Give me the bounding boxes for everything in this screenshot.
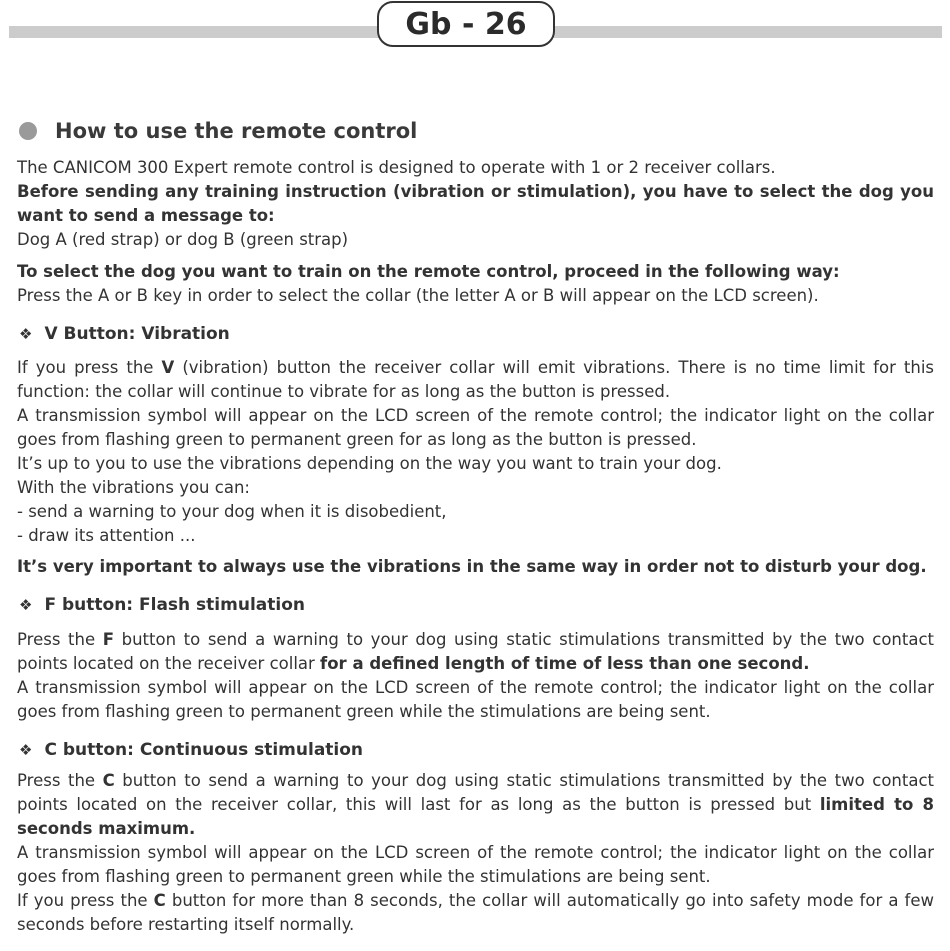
- v-button-p4: With the vibrations you can:: [17, 478, 250, 497]
- select-heading: To select the dog you want to train on the remote control, proceed in the following way:: [17, 262, 840, 281]
- four-diamond-bullet-icon: ❖: [19, 325, 33, 343]
- four-diamond-bullet-icon: ❖: [19, 596, 33, 614]
- v-button-p3: It’s up to you to use the vibrations depending on the way you want to train your dog.: [17, 454, 722, 473]
- page-number-badge: Gb - 26: [377, 1, 555, 47]
- v-button-heading: [19, 324, 230, 344]
- text-run: Press the: [17, 771, 103, 790]
- text-run: Press the: [17, 630, 103, 649]
- intro-bold: Before sending any training instruction (vibration or stimulation), you have to select the dog you want to send a message to:: [17, 182, 934, 225]
- c-button-p2: A transmission symbol will appear on the LCD screen of the remote control; the indicator light on the collar goes from flashing green to permanent green while the stimulations are being sent.: [17, 843, 934, 886]
- section-title-text: How to use the remote control: [55, 119, 418, 143]
- key-label: V: [161, 358, 175, 377]
- f-button-heading: [19, 595, 305, 615]
- v-button-p1: [17, 356, 934, 404]
- text-run: button to send a warning to your dog using static stimulations transmitted by the two contact points located on the receiver collar: [17, 630, 935, 673]
- f-button-p2: A transmission symbol will appear on the LCD screen of the remote control; the indicator light on the collar goes from flashing green to permanent green while the stimulations are being sent.: [17, 678, 934, 721]
- c-button-p1: [17, 769, 934, 841]
- intro-line: The CANICOM 300 Expert remote control is designed to operate with 1 or 2 receiver collars.: [17, 158, 776, 177]
- text-run: button to send a warning to your dog using static stimulations transmitted by the two contact points located on the receiver collar, this will last for as long as the button is pressed but: [17, 771, 935, 814]
- bold-run: limited to 8 seconds maximum.: [17, 795, 934, 838]
- v-button-p6: - draw its attention ...: [17, 526, 196, 545]
- v-button-heading-text: V Button: Vibration: [44, 324, 230, 344]
- text-run: If you press the: [17, 358, 162, 377]
- four-diamond-bullet-icon: ❖: [19, 741, 33, 759]
- c-button-p3: [17, 889, 934, 937]
- section-title: [17, 119, 417, 143]
- v-button-p5: - send a warning to your dog when it is disobedient,: [17, 502, 447, 521]
- key-label: C: [102, 771, 115, 790]
- key-label: C: [153, 891, 166, 910]
- intro-dogs: Dog A (red strap) or dog B (green strap): [17, 230, 349, 249]
- v-button-important: It’s very important to always use the vibrations in the same way in order not to disturb your dog.: [17, 557, 927, 576]
- c-button-heading-text: C button: Continuous stimulation: [44, 740, 364, 760]
- f-button-p1: [17, 628, 934, 676]
- text-run: (vibration) button the receiver collar will emit vibrations. There is no time limit for this function: the collar will continue to vibrate for as long as the button is pressed.: [17, 358, 935, 401]
- c-button-heading: [19, 740, 363, 760]
- v-button-p2: A transmission symbol will appear on the LCD screen of the remote control; the indicator light on the collar goes from flashing green to permanent green for as long as the button is pressed.: [17, 406, 934, 449]
- select-text: Press the A or B key in order to select the collar (the letter A or B will appear on the LCD screen).: [17, 286, 819, 305]
- text-run: If you press the: [17, 891, 154, 910]
- bold-run: for a defined length of time of less than one second.: [320, 654, 810, 673]
- key-label: F: [102, 630, 115, 649]
- text-run: button for more than 8 seconds, the collar will automatically go into safety mode for a few seconds before restarting itself normally.: [17, 891, 934, 934]
- circle-bullet-icon: [19, 122, 37, 140]
- f-button-heading-text: F button: Flash stimulation: [44, 595, 305, 615]
